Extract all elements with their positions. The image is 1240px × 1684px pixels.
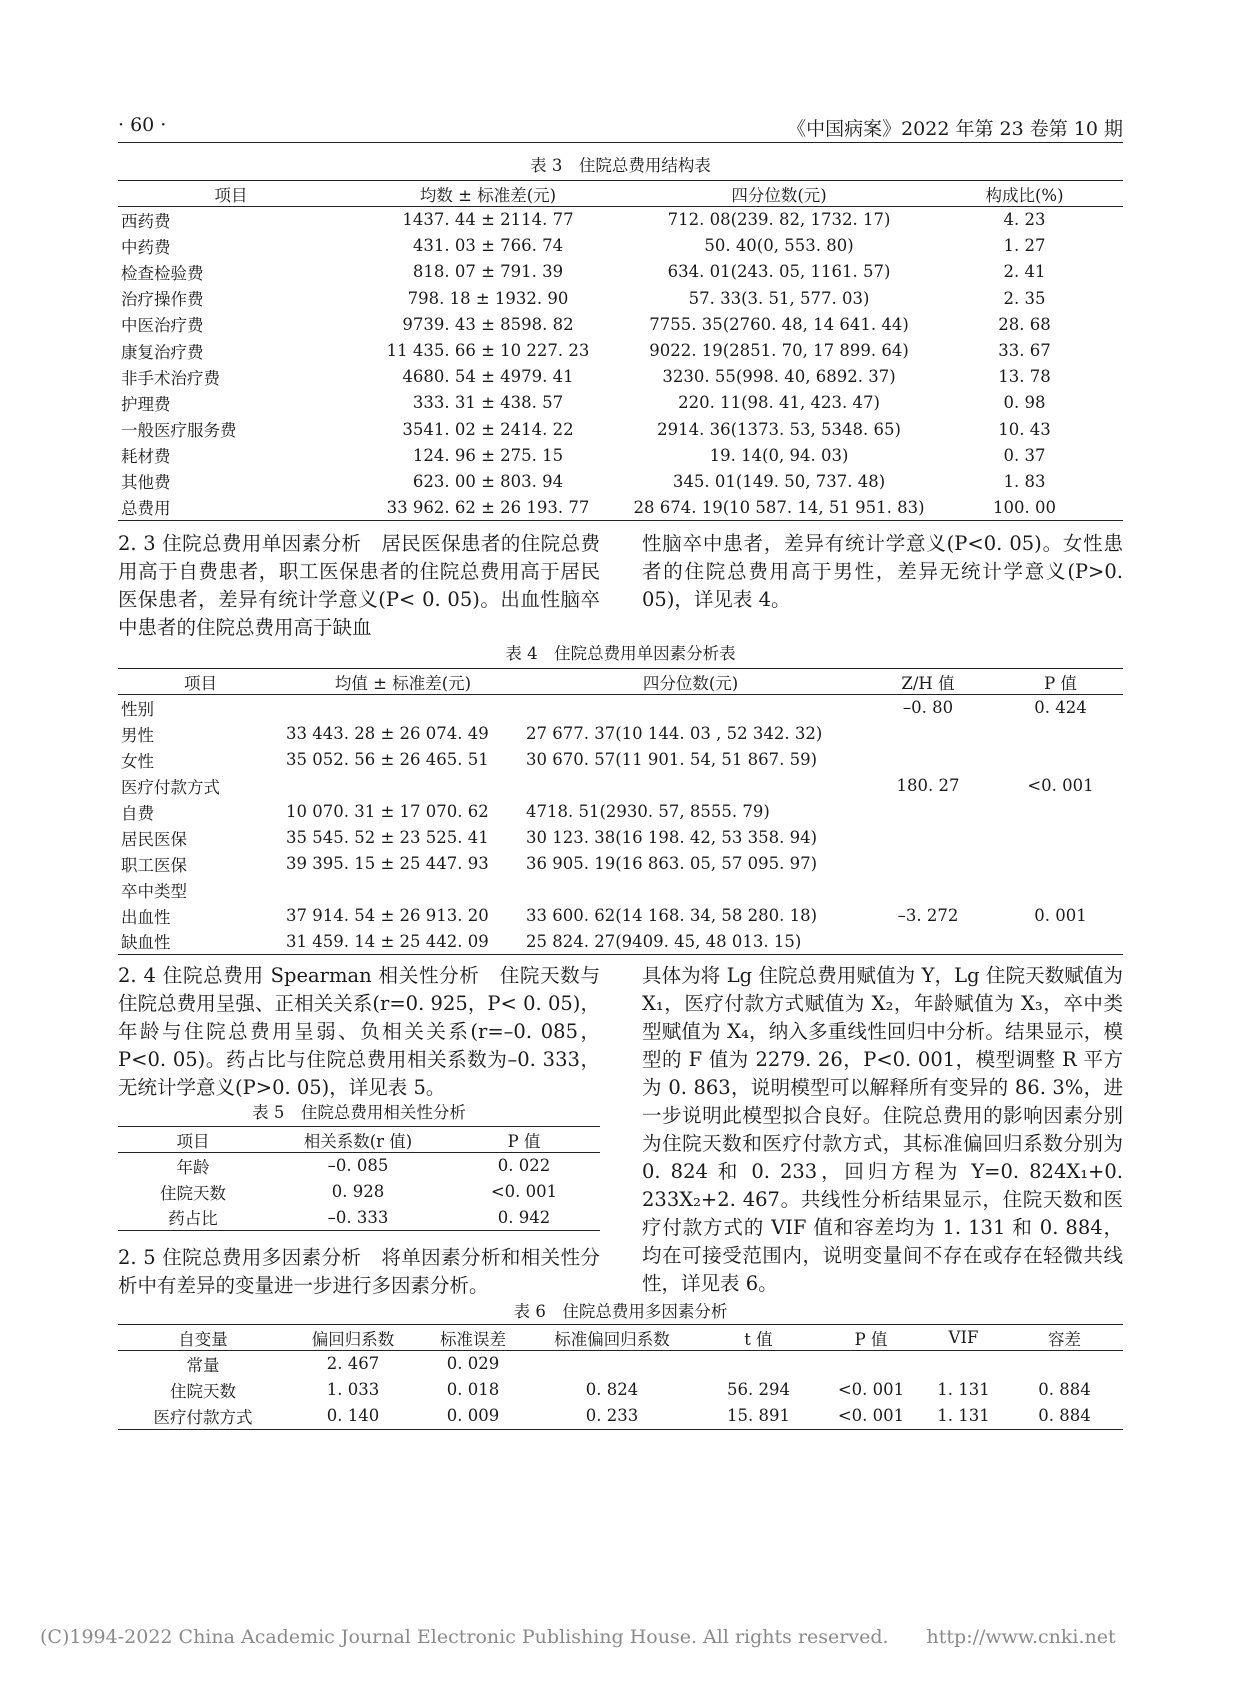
table-cell: 623. 00 ± 803. 94 [412, 471, 564, 491]
table-row [118, 825, 1123, 851]
table-cell: 医疗付款方式 [153, 1407, 253, 1427]
table-cell [998, 747, 1123, 773]
table-cell [998, 929, 1123, 955]
table-cell [523, 877, 858, 903]
table-row [118, 442, 1123, 468]
section-2-5-continued: 具体为将 Lg 住院总费用赋值为 Y，Lg 住院天数赋值为 X₁，医疗付款方式赋值为 X₂，年龄赋值为 X₃，卒中类型赋值为 X₄，纳入多重线性回归中分析。结果显示，模型的 F 值为 2279. 26，P<0. 001，模型调整 R 平方为 0. 863，说明模型可以解释所有变异的 86. 3%，进一步说明此模型拟合良好。住院总费用的影响因素分别为住院天数和医疗付款方式，其标准偏回归系数分别为 0. 824 和 0. 233，回归方程为 Y=0. 824X₁+0. 233X₂+2. 467。共线性分析结果显示，住院天数和医疗付款方式的 VIF 值和容差均为 1. 131 和 0. 884，均在可接受范围内，说明变量间不存在或存在轻微共线性，详见表 6。 [642, 964, 1123, 1295]
table-cell: 0. 824 [585, 1380, 639, 1400]
table6-header-cell: 标准偏回归系数 [554, 1329, 670, 1349]
table6-caption: 表 6 住院总费用多因素分析 [513, 1302, 728, 1321]
table-row [118, 851, 1123, 877]
table-cell [821, 1351, 921, 1377]
table-cell: 住院天数 [160, 1183, 226, 1203]
table-row [118, 903, 1123, 929]
table-cell [283, 877, 523, 903]
table-cell [858, 799, 998, 825]
table5 [118, 1126, 600, 1231]
table6-header-cell: 自变量 [178, 1329, 228, 1349]
table-cell [523, 695, 858, 721]
table-cell: 0. 928 [331, 1182, 385, 1201]
table-cell: 36 905. 19(16 863. 05, 57 095. 97) [526, 854, 818, 873]
table-cell [998, 877, 1123, 903]
table-cell: 27 677. 37(10 144. 03 , 52 342. 32) [526, 724, 823, 743]
table-cell: 4. 23 [1003, 210, 1046, 230]
table-cell: 0. 018 [446, 1380, 500, 1400]
table-cell: 检查检验费 [121, 263, 204, 283]
table-cell: 2. 467 [326, 1354, 380, 1374]
table-cell: 出血性 [121, 907, 171, 927]
table-cell: 中医治疗费 [121, 316, 204, 336]
table-row [118, 468, 1123, 494]
table-cell: 西药费 [121, 211, 171, 231]
table-cell: <0. 001 [1027, 776, 1094, 795]
table-cell: 0. 98 [1003, 393, 1046, 413]
table-cell: 1. 131 [937, 1406, 990, 1426]
table-row [118, 1377, 1123, 1403]
table-cell: 康复治疗费 [121, 342, 204, 362]
table-row [118, 721, 1123, 747]
table-row [118, 1153, 600, 1179]
table6-header-cell: VIF [948, 1328, 979, 1347]
table-cell: –3. 272 [897, 906, 959, 925]
table4-header-cell: 项目 [184, 673, 217, 693]
table-cell: 7755. 35(2760. 48, 14 641. 44) [649, 314, 909, 334]
table-cell: 33 962. 62 ± 26 193. 77 [386, 497, 590, 517]
table-cell [858, 877, 998, 903]
table-row [118, 799, 1123, 825]
table-cell: 2914. 36(1373. 53, 5348. 65) [657, 419, 901, 439]
table-cell: 35 052. 56 ± 26 465. 51 [286, 750, 489, 769]
table-cell: 100. 00 [993, 497, 1056, 517]
table-cell [998, 825, 1123, 851]
table5-caption: 表 5 住院总费用相关性分析 [252, 1103, 466, 1122]
copyright-footer: (C)1994-2022 China Academic Journal Electronic Publishing House. All rights reserved. http://www.cnki.net [40, 1626, 1116, 1648]
table-cell: 818. 07 ± 791. 39 [412, 262, 564, 282]
table-cell: 医疗付款方式 [121, 777, 220, 797]
table-cell: 345. 01(149. 50, 737. 48) [672, 471, 886, 491]
table-row [118, 207, 1123, 233]
table-cell: 30 670. 57(11 901. 54, 51 867. 59) [526, 750, 818, 769]
table-cell: 0. 942 [497, 1207, 551, 1227]
table-cell: 0. 022 [497, 1156, 551, 1176]
table-cell: 年龄 [176, 1157, 210, 1177]
table-row [118, 1403, 1123, 1429]
section-2-5: 2. 5 住院总费用多因素分析 将单因素分析和相关性分析中有差异的变量进一步进行多因素分析。 [118, 1246, 600, 1297]
table-cell: 3541. 02 ± 2414. 22 [402, 419, 574, 439]
table-cell: 10 070. 31 ± 17 070. 62 [286, 802, 489, 821]
table-cell: 11 435. 66 ± 10 227. 23 [386, 341, 590, 361]
table-cell: 一般医疗服务费 [121, 421, 237, 441]
table4 [118, 668, 1123, 955]
table-cell: 39 395. 15 ± 25 447. 93 [286, 854, 489, 873]
table-cell: 自费 [121, 803, 154, 823]
table-row [118, 1179, 600, 1205]
table-cell: 9022. 19(2851. 70, 17 899. 64) [649, 341, 909, 361]
table3 [118, 180, 1123, 521]
table-cell: 0. 884 [1038, 1380, 1091, 1400]
table5-header-cell: 相关系数(r 值) [303, 1131, 413, 1151]
table-cell [696, 1351, 821, 1377]
table-cell: 0. 424 [1034, 698, 1087, 718]
table-cell [1006, 1351, 1123, 1377]
table5-header-cell: 项目 [176, 1131, 210, 1151]
table-cell [858, 721, 998, 747]
page-number: · 60 · [118, 114, 167, 136]
table-cell: 0. 009 [446, 1406, 500, 1426]
table3-caption: 表 3 住院总费用结构表 [530, 156, 711, 175]
table-cell: 卒中类型 [121, 881, 187, 901]
table-cell: 0. 029 [446, 1354, 500, 1374]
table-cell: 220. 11(98. 41, 423. 47) [678, 393, 880, 413]
table-cell: –0. 333 [327, 1207, 389, 1227]
table-cell: 13. 78 [998, 367, 1051, 387]
table-cell: 1437. 44 ± 2114. 77 [402, 210, 574, 230]
table-cell: 非手术治疗费 [121, 368, 220, 388]
section-2-3-right: 性脑卒中患者，差异有统计学意义(P<0. 05)。女性患者的住院总费用高于男性，差异无统计学意义(P>0. 05)，详见表 4。 [642, 532, 1123, 611]
table-cell: 4718. 51(2930. 57, 8555. 79) [526, 802, 770, 821]
table-cell: 居民医保 [121, 829, 187, 849]
table4-header-cell: 均值 ± 标准差(元) [334, 673, 472, 693]
table-row [118, 285, 1123, 311]
table-cell: 31 459. 14 ± 25 442. 09 [286, 931, 489, 951]
table-cell: 缺血性 [121, 933, 171, 953]
section-2-4: 2. 4 住院总费用 Spearman 相关性分析 住院天数与住院总费用呈强、正相关关系(r=0. 925，P< 0. 05)，年龄与住院总费用呈弱、负相关关系(r=–0. 085，P<0. 05)。药占比与住院总费用相关系数为–0. 333，无统计学意义(P>0. 05)，详见表 5。 [118, 964, 600, 1099]
table-row [118, 1205, 600, 1231]
table-cell: 0. 001 [1034, 906, 1087, 925]
table-cell: 3230. 55(998. 40, 6892. 37) [662, 367, 896, 387]
table-cell: 男性 [121, 725, 154, 745]
table-cell [283, 695, 523, 721]
table-cell: <0. 001 [490, 1182, 558, 1201]
table-cell [998, 799, 1123, 825]
journal-page [118, 0, 1123, 1684]
table-cell: 性别 [121, 699, 154, 719]
table-cell: 30 123. 38(16 198. 42, 53 358. 94) [526, 828, 818, 847]
table-cell: 10. 43 [998, 419, 1051, 439]
table-row [118, 233, 1123, 259]
table-cell: 37 914. 54 ± 26 913. 20 [286, 906, 489, 925]
table-cell: 护理费 [121, 394, 171, 414]
table-row [118, 311, 1123, 337]
table-cell: 35 545. 52 ± 23 525. 41 [286, 828, 489, 847]
table-cell: 180. 27 [896, 776, 960, 795]
running-header [118, 112, 1123, 143]
table4-header-cell: P 值 [1044, 673, 1077, 693]
table-cell: 9739. 43 ± 8598. 82 [402, 314, 574, 334]
table-cell [858, 747, 998, 773]
table-cell [528, 1351, 696, 1377]
table6 [118, 1324, 1123, 1430]
table-cell: 431. 03 ± 766. 74 [412, 236, 564, 256]
table-cell: 57. 33(3. 51, 577. 03) [688, 288, 870, 308]
table4-header-cell: 四分位数(元) [642, 673, 739, 693]
table3-header-cell: 四分位数(元) [731, 185, 827, 205]
table-row [118, 877, 1123, 903]
table-cell: 女性 [121, 751, 154, 771]
table-cell: 中药费 [121, 237, 171, 257]
table-row [118, 695, 1123, 721]
table-cell: 1. 131 [937, 1380, 990, 1400]
table6-header-cell: t 值 [744, 1329, 773, 1349]
table-cell: 0. 140 [326, 1406, 380, 1426]
table-cell [858, 851, 998, 877]
table-cell: 19. 14(0, 94. 03) [709, 445, 849, 465]
table-cell: 0. 884 [1038, 1406, 1091, 1426]
table-cell: 124. 96 ± 275. 15 [412, 445, 564, 465]
table-cell [858, 929, 998, 955]
table-cell [858, 825, 998, 851]
table3-header-cell: 均数 ± 标准差(元) [419, 185, 557, 205]
table-cell: 2. 41 [1003, 262, 1046, 282]
table-row [118, 1351, 1123, 1377]
table6-header-cell: P 值 [854, 1329, 888, 1349]
table-cell: 0. 37 [1003, 445, 1046, 465]
table-cell: 712. 08(239. 82, 1732. 17) [667, 210, 891, 230]
table-row [118, 773, 1123, 799]
table-cell: 4680. 54 ± 4979. 41 [402, 367, 574, 387]
table5-header-cell: P 值 [507, 1131, 541, 1151]
table-row [118, 416, 1123, 442]
table-row [118, 929, 1123, 955]
table-cell: 1. 27 [1003, 236, 1046, 256]
table-row [118, 390, 1123, 416]
table-cell [283, 773, 523, 799]
table-cell: 治疗操作费 [121, 290, 204, 310]
table-cell: <0. 001 [837, 1406, 905, 1426]
table-row [118, 259, 1123, 285]
table-cell: 28 674. 19(10 587. 14, 51 951. 83) [633, 497, 925, 517]
table6-header-cell: 标准误差 [440, 1329, 506, 1349]
table-cell [998, 721, 1123, 747]
table6-header-cell: 容差 [1048, 1329, 1081, 1349]
table-cell: 2. 35 [1003, 288, 1046, 308]
table3-header-cell: 构成比(%) [985, 185, 1064, 205]
table-row [118, 747, 1123, 773]
table-row [118, 364, 1123, 390]
table3-header-cell: 项目 [214, 185, 248, 205]
table-cell: 其他费 [121, 473, 171, 493]
table-cell [921, 1351, 1006, 1377]
table-cell [998, 851, 1123, 877]
table-cell: 总费用 [121, 499, 171, 519]
table-cell: <0. 001 [837, 1380, 905, 1400]
table-cell: 333. 31 ± 438. 57 [412, 393, 564, 413]
table-cell [523, 773, 858, 799]
table-cell: 33 600. 62(14 168. 34, 58 280. 18) [526, 906, 818, 925]
table-cell: 住院天数 [170, 1381, 236, 1401]
table-cell: 56. 294 [727, 1380, 790, 1400]
table-row [118, 495, 1123, 521]
table4-header-cell: Z/H 值 [901, 673, 955, 693]
journal-name: 《中国病案》2022 年第 23 卷第 10 期 [787, 118, 1123, 140]
table-cell: 798. 18 ± 1932. 90 [407, 288, 569, 308]
table6-header-cell: 偏回归系数 [311, 1329, 395, 1349]
table-cell: 1. 83 [1003, 471, 1046, 491]
table-cell: 50. 40(0, 553. 80) [704, 236, 854, 256]
table-cell: 常量 [186, 1355, 220, 1375]
table4-caption: 表 4 住院总费用单因素分析表 [505, 644, 736, 663]
table-cell: –0. 085 [327, 1156, 389, 1176]
table-cell: 职工医保 [121, 855, 187, 875]
table-cell: 33 443. 28 ± 26 074. 49 [286, 724, 489, 743]
table-cell: –0. 80 [902, 698, 954, 718]
table-cell: 15. 891 [727, 1406, 790, 1426]
table-cell: 28. 68 [998, 314, 1051, 334]
table-cell: 25 824. 27(9409. 45, 48 013. 15) [526, 931, 802, 951]
table-cell: 药占比 [168, 1209, 218, 1229]
table-cell: 1. 033 [326, 1380, 380, 1400]
table-cell: 634. 01(243. 05, 1161. 57) [667, 262, 891, 282]
table-row [118, 337, 1123, 363]
table-cell: 0. 233 [585, 1406, 639, 1426]
table-cell: 耗材费 [121, 447, 171, 467]
section-2-3-left: 2. 3 住院总费用单因素分析 居民医保患者的住院总费用高于自费患者，职工医保患者的住院总费用高于居民医保患者，差异有统计学意义(P< 0. 05)。出血性脑卒中患者的住院总费用高于缺血 [118, 532, 600, 639]
table-cell: 33. 67 [998, 341, 1051, 361]
